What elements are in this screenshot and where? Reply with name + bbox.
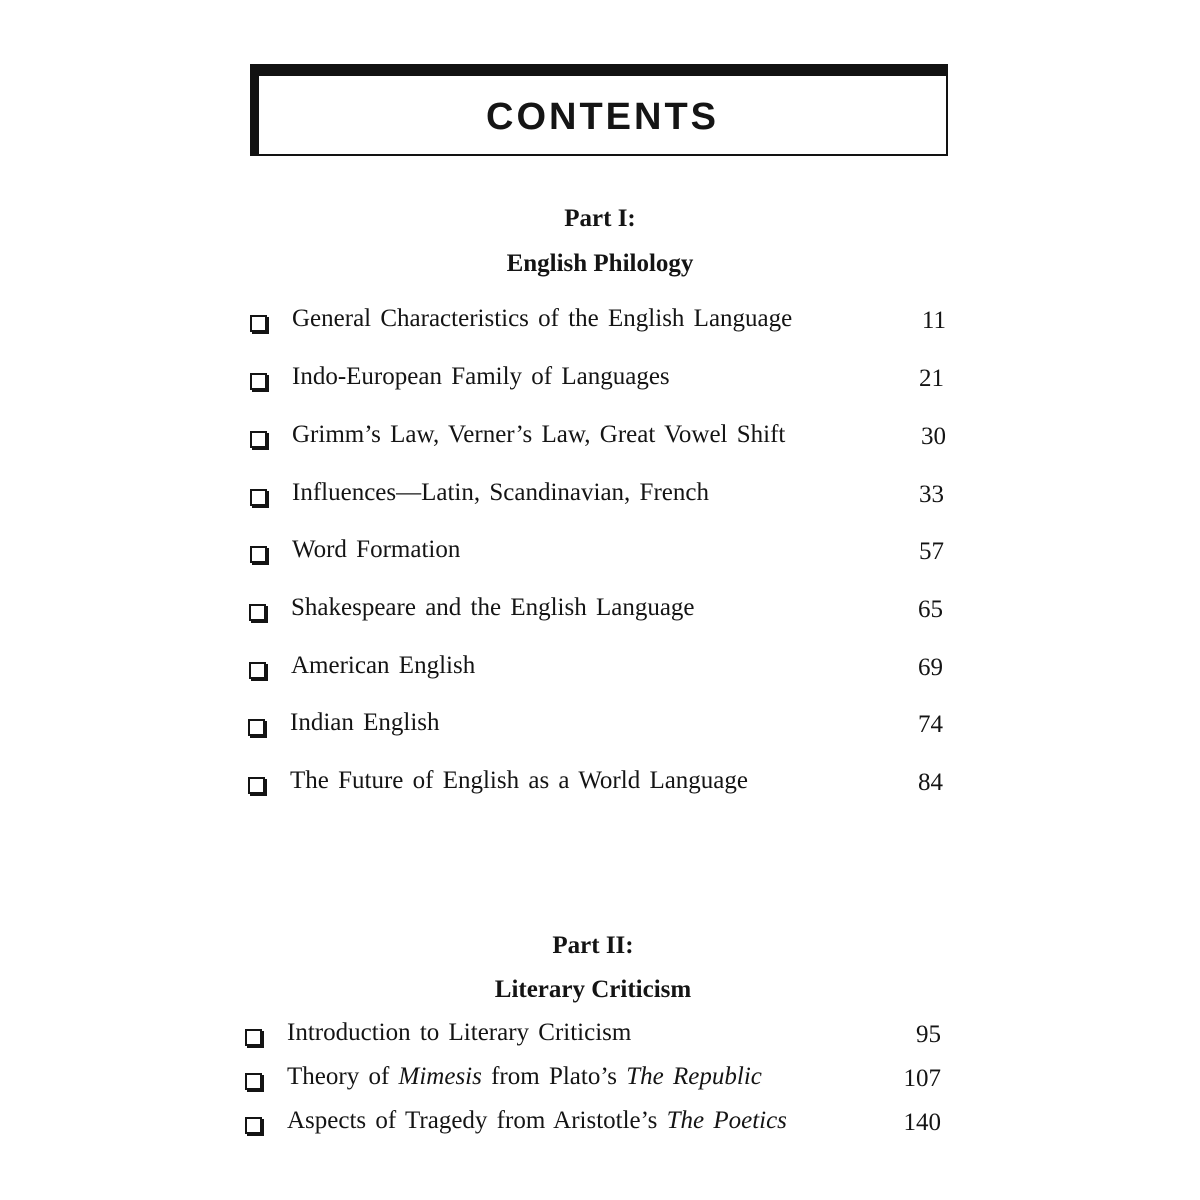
- toc-entry[interactable]: [250, 479, 944, 527]
- entry-title-italic-book: The Poetics: [666, 1107, 787, 1134]
- entry-title: Indian English: [290, 709, 440, 736]
- entry-page-number: 11: [921, 307, 946, 334]
- entry-page-number: 95: [916, 1021, 941, 1048]
- entry-title: Indo-European Family of Languages: [292, 363, 670, 390]
- checkbox-icon: [250, 546, 267, 563]
- entry-title: Influences—Latin, Scandinavian, French: [292, 479, 709, 506]
- toc-entry[interactable]: [248, 709, 943, 757]
- contents-header-box: [250, 64, 948, 156]
- entry-page-number: 107: [903, 1065, 941, 1092]
- entry-page-number: 30: [921, 423, 946, 450]
- checkbox-icon: [250, 489, 267, 506]
- checkbox-icon: [250, 431, 267, 448]
- toc-entry[interactable]: [250, 536, 944, 584]
- entry-page-number: 140: [903, 1109, 941, 1136]
- checkbox-icon: [248, 777, 265, 794]
- entry-title: Shakespeare and the English Language: [291, 594, 695, 621]
- entry-page-number: 21: [919, 365, 944, 392]
- toc-entry[interactable]: [248, 767, 943, 815]
- checkbox-icon: [250, 315, 267, 332]
- entry-page-number: 65: [918, 596, 943, 623]
- entry-title: General Characteristics of the English Language: [292, 305, 793, 332]
- checkbox-icon: [245, 1117, 262, 1134]
- entry-title: Word Formation: [292, 536, 461, 563]
- entry-page-number: 57: [919, 538, 944, 565]
- part-2-title: Literary Criticism: [494, 976, 692, 1003]
- contents-title: CONTENTS: [486, 96, 719, 138]
- part-1-label: Part I:: [564, 205, 636, 232]
- toc-entry[interactable]: [250, 421, 946, 469]
- entry-title: [287, 1107, 787, 1135]
- entry-page-number: 69: [918, 654, 943, 681]
- entry-title-italic: Mimesis: [398, 1063, 482, 1090]
- entry-page-number: 84: [918, 769, 943, 796]
- toc-entry[interactable]: [245, 1063, 941, 1111]
- entry-title-prefix: Aspects of Tragedy from Aristotle’s: [287, 1107, 667, 1134]
- toc-entry[interactable]: [250, 305, 946, 353]
- toc-entry[interactable]: [245, 1019, 941, 1067]
- toc-entry[interactable]: [249, 594, 943, 642]
- part-1-title: English Philology: [506, 250, 694, 277]
- entry-page-number: 74: [918, 711, 943, 738]
- entry-title: The Future of English as a World Language: [290, 767, 748, 794]
- toc-entry[interactable]: [245, 1107, 941, 1155]
- checkbox-icon: [249, 604, 266, 621]
- entry-title: Introduction to Literary Criticism: [287, 1019, 632, 1046]
- entry-title: American English: [291, 652, 476, 679]
- checkbox-icon: [245, 1073, 262, 1090]
- part-2-label: Part II:: [552, 932, 634, 959]
- entry-title: [287, 1063, 762, 1091]
- entry-title-middle: from Plato’s: [481, 1063, 627, 1090]
- entry-title-prefix: Theory of: [287, 1063, 399, 1090]
- entry-page-number: 33: [919, 481, 944, 508]
- checkbox-icon: [248, 719, 265, 736]
- checkbox-icon: [250, 373, 267, 390]
- entry-title-italic-book: The Republic: [626, 1063, 762, 1090]
- entry-title: Grimm’s Law, Verner’s Law, Great Vowel Shift: [292, 421, 786, 448]
- checkbox-icon: [249, 662, 266, 679]
- checkbox-icon: [245, 1029, 262, 1046]
- toc-entry[interactable]: [249, 652, 943, 700]
- toc-entry[interactable]: [250, 363, 944, 411]
